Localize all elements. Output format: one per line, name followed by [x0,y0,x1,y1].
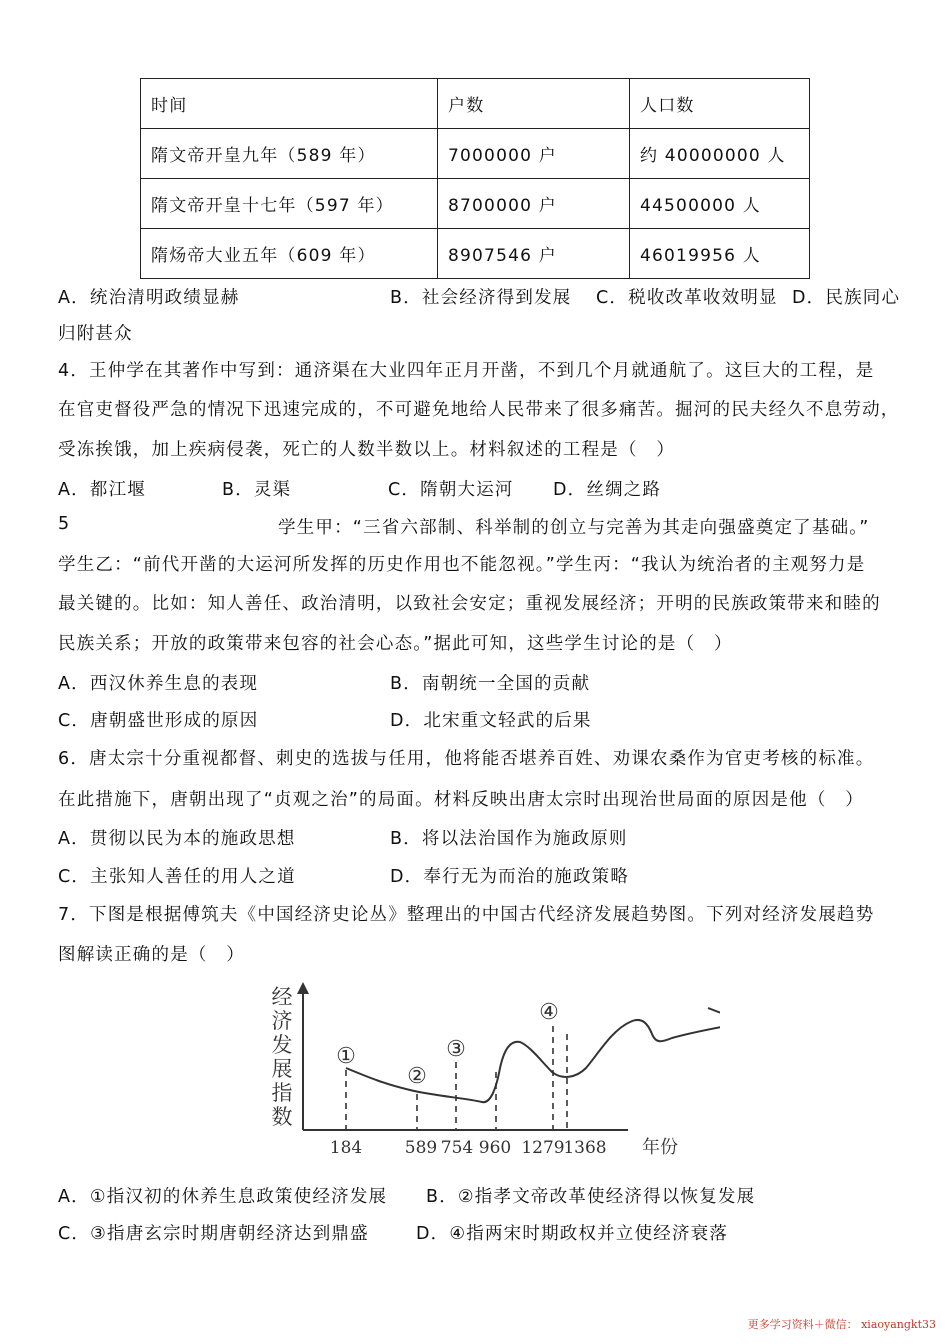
population-table [140,78,810,279]
table-header-cell: 时间 [141,79,438,129]
q5-option-d[interactable]: D．北宋重文轻武的后果 [390,711,592,731]
y-axis-label-char: 发 [271,1033,293,1057]
q5-option-a[interactable]: A．西汉休养生息的表现 [58,674,259,694]
q4-option-d[interactable]: D．丝绸之路 [553,480,662,500]
q7-stem-line: 图解读正确的是（ ） [58,945,245,965]
q5-option-c[interactable]: C．唐朝盛世形成的原因 [58,711,259,731]
q6-option-b[interactable]: B．将以法治国作为施政原则 [390,829,628,849]
marker-4: ④ [539,1000,559,1025]
q5-number: 5 [58,514,71,534]
trend-curve [346,1008,720,1102]
table-row [141,179,810,229]
q4-stem-line: 4．王仲学在其著作中写到：通济渠在大业四年正月开凿，不到几个月就通航了。这巨大的工程，是 [58,361,875,381]
x-tick-label: 754 [440,1138,474,1158]
marker-2: ② [407,1064,427,1089]
q6-stem-line: 6．唐太宗十分重视都督、刺史的选拔与任用，他将能否堪养百姓、劝课农桑作为官吏考核的标准。 [58,749,875,769]
q3-option-b[interactable]: B．社会经济得到发展 [390,288,572,308]
table-cell: 隋文帝开皇九年（589 年） [141,129,438,179]
svg-text:经济发展指数 [272,985,293,1129]
q4-option-c[interactable]: C．隋朝大运河 [388,480,514,500]
x-tick-label: 1279 [521,1138,565,1158]
y-axis-label-char: 展 [271,1057,293,1081]
marker-3: ③ [446,1037,466,1062]
q4-option-b[interactable]: B．灵渠 [222,480,292,500]
y-axis-label-char: 济 [271,1009,293,1033]
q5-option-b[interactable]: B．南朝统一全国的贡献 [390,674,591,694]
marker-1: ① [336,1044,356,1069]
x-tick-label: 184 [329,1138,363,1158]
q6-stem-line: 在此措施下，唐朝出现了“贞观之治”的局面。材料反映出唐太宗时出现治世局面的原因是他（ ） [58,790,864,810]
y-axis-label-char: 数 [271,1105,293,1129]
q6-option-c[interactable]: C．主张知人善任的用人之道 [58,867,296,887]
table-cell: 隋文帝开皇十七年（597 年） [141,179,438,229]
table-header-cell: 户数 [438,79,630,129]
table-cell: 约 40000000 人 [630,129,810,179]
economic-trend-chart [260,978,720,1168]
q4-option-a[interactable]: A．都江堰 [58,480,146,500]
y-axis-label-char: 经 [271,985,293,1009]
q5-stem-line: 学生乙：“前代开凿的大运河所发挥的历史作用也不能忽视。”学生丙：“我认为统治者的主观努力是 [58,555,866,575]
q3-option-a[interactable]: A．统治清明政绩显赫 [58,288,240,308]
table-header-cell: 人口数 [630,79,810,129]
q3-option-d-continued: 归附甚众 [58,324,133,344]
y-axis-label-char: 指 [271,1081,293,1105]
q5-stem-line: 最关键的。比如：知人善任、政治清明，以致社会安定；重视发展经济；开明的民族政策带来和睦的 [58,594,881,614]
table-row [141,129,810,179]
table-header-row [141,79,810,129]
q7-option-b[interactable]: B．②指孝文帝改革使经济得以恢复发展 [426,1187,756,1207]
q7-option-a[interactable]: A．①指汉初的休养生息政策使经济发展 [58,1187,388,1207]
x-tick-label: 589 [404,1138,438,1158]
q5-stem-line: 学生甲：“三省六部制、科举制的创立与完善为其走向强盛奠定了基础。” [278,518,870,538]
y-axis-arrow [297,982,309,994]
table-cell: 隋炀帝大业五年（609 年） [141,229,438,279]
q6-option-d[interactable]: D．奉行无为而治的施政策略 [390,867,630,887]
q7-option-d[interactable]: D．④指两宋时期政权并立使经济衰落 [416,1224,729,1244]
q4-stem-line: 在官吏督役严急的情况下迅速完成的，不可避免地给人民带来了很多痛苦。掘河的民夫经久不息劳动， [58,400,900,420]
q6-option-a[interactable]: A．贯彻以民为本的施政思想 [58,829,296,849]
table-cell: 44500000 人 [630,179,810,229]
table-cell: 46019956 人 [630,229,810,279]
x-tick-label: 1368 [563,1138,607,1158]
q5-stem-line: 民族关系；开放的政策带来包容的社会心态。”据此可知，这些学生讨论的是（ ） [58,634,733,654]
x-axis-label: 年份 [642,1137,678,1158]
table-cell: 7000000 户 [438,129,630,179]
q3-option-d[interactable]: D．民族同心 [792,288,901,308]
q7-stem-line: 7．下图是根据傅筑夫《中国经济史论丛》整理出的中国古代经济发展趋势图。下列对经济发展趋势 [58,905,875,925]
table-cell: 8907546 户 [438,229,630,279]
y-axis-label [272,985,293,1129]
x-tick-label: 960 [478,1138,512,1158]
table-row [141,229,810,279]
footer-note: 更多学习资料＋微信： xiaoyangkt33 [747,1318,936,1331]
q3-option-c[interactable]: C．税收改革收效明显 [596,288,778,308]
q4-stem-line: 受冻挨饿，加上疾病侵袭，死亡的人数半数以上。材料叙述的工程是（ ） [58,440,676,460]
q7-option-c[interactable]: C．③指唐玄宗时期唐朝经济达到鼎盛 [58,1224,369,1244]
table-cell: 8700000 户 [438,179,630,229]
